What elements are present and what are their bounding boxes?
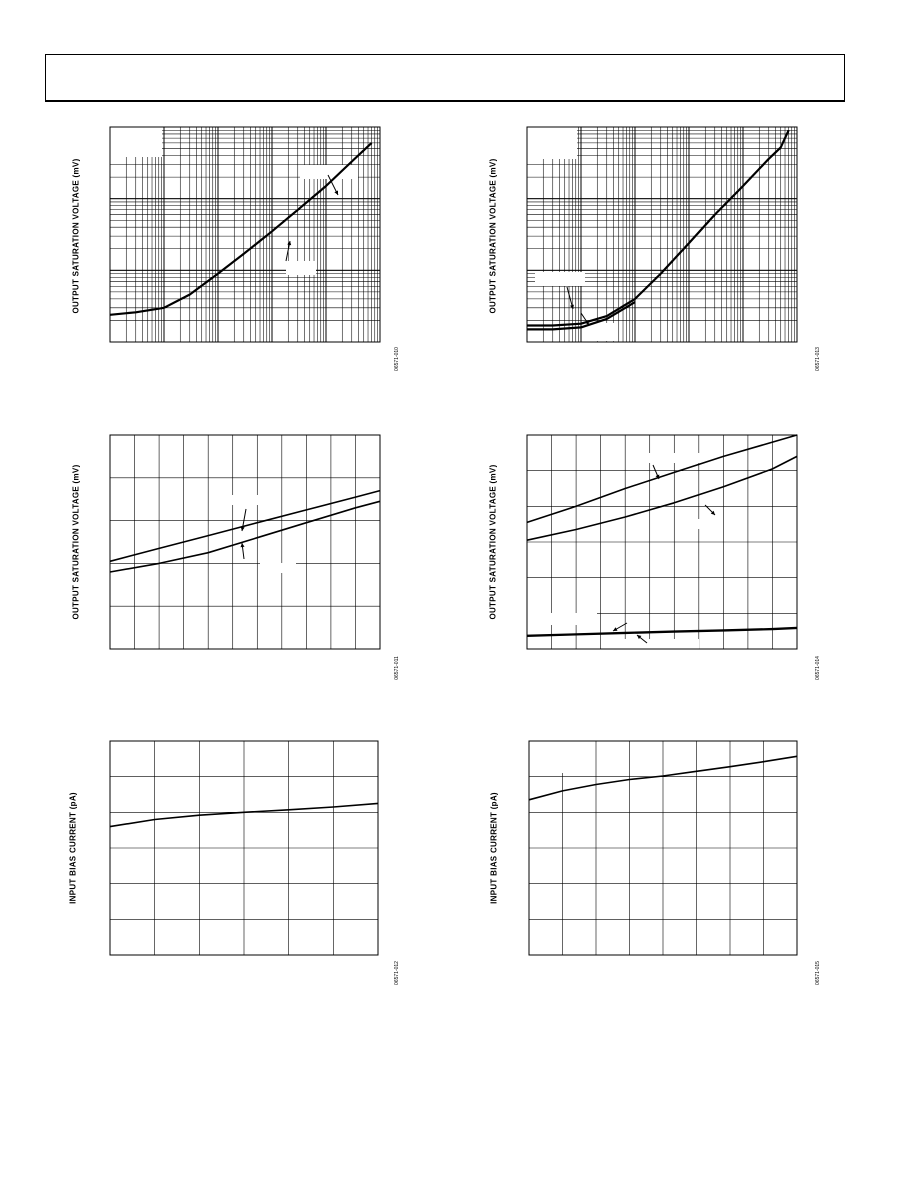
legend-mask: [585, 323, 617, 341]
legend-mask: [228, 495, 264, 505]
series-line: [527, 435, 797, 522]
legend-mask: [110, 741, 152, 773]
legend-mask: [260, 563, 296, 573]
plot-frame: [527, 127, 797, 342]
chart: [110, 741, 378, 955]
legend-mask: [687, 519, 717, 529]
chart: [110, 127, 380, 342]
legend-mask: [527, 435, 551, 469]
legend-mask: [527, 127, 577, 159]
annotation-arrowhead: [241, 527, 245, 531]
legend-mask: [286, 261, 316, 275]
legend-mask: [527, 613, 597, 625]
legend-mask: [623, 639, 699, 649]
legend-mask: [627, 453, 703, 463]
series-line: [527, 130, 789, 325]
chart: [529, 741, 797, 955]
series-line: [527, 456, 797, 540]
chart: [527, 127, 797, 342]
legend-mask: [535, 272, 585, 286]
chart: [110, 435, 380, 649]
legend-mask: [110, 127, 162, 157]
legend-mask: [529, 741, 563, 773]
page-header-box: [45, 54, 845, 102]
series-line: [527, 628, 797, 636]
legend-mask: [110, 435, 134, 467]
chart: [527, 435, 797, 649]
annotation-arrowhead: [287, 241, 291, 245]
